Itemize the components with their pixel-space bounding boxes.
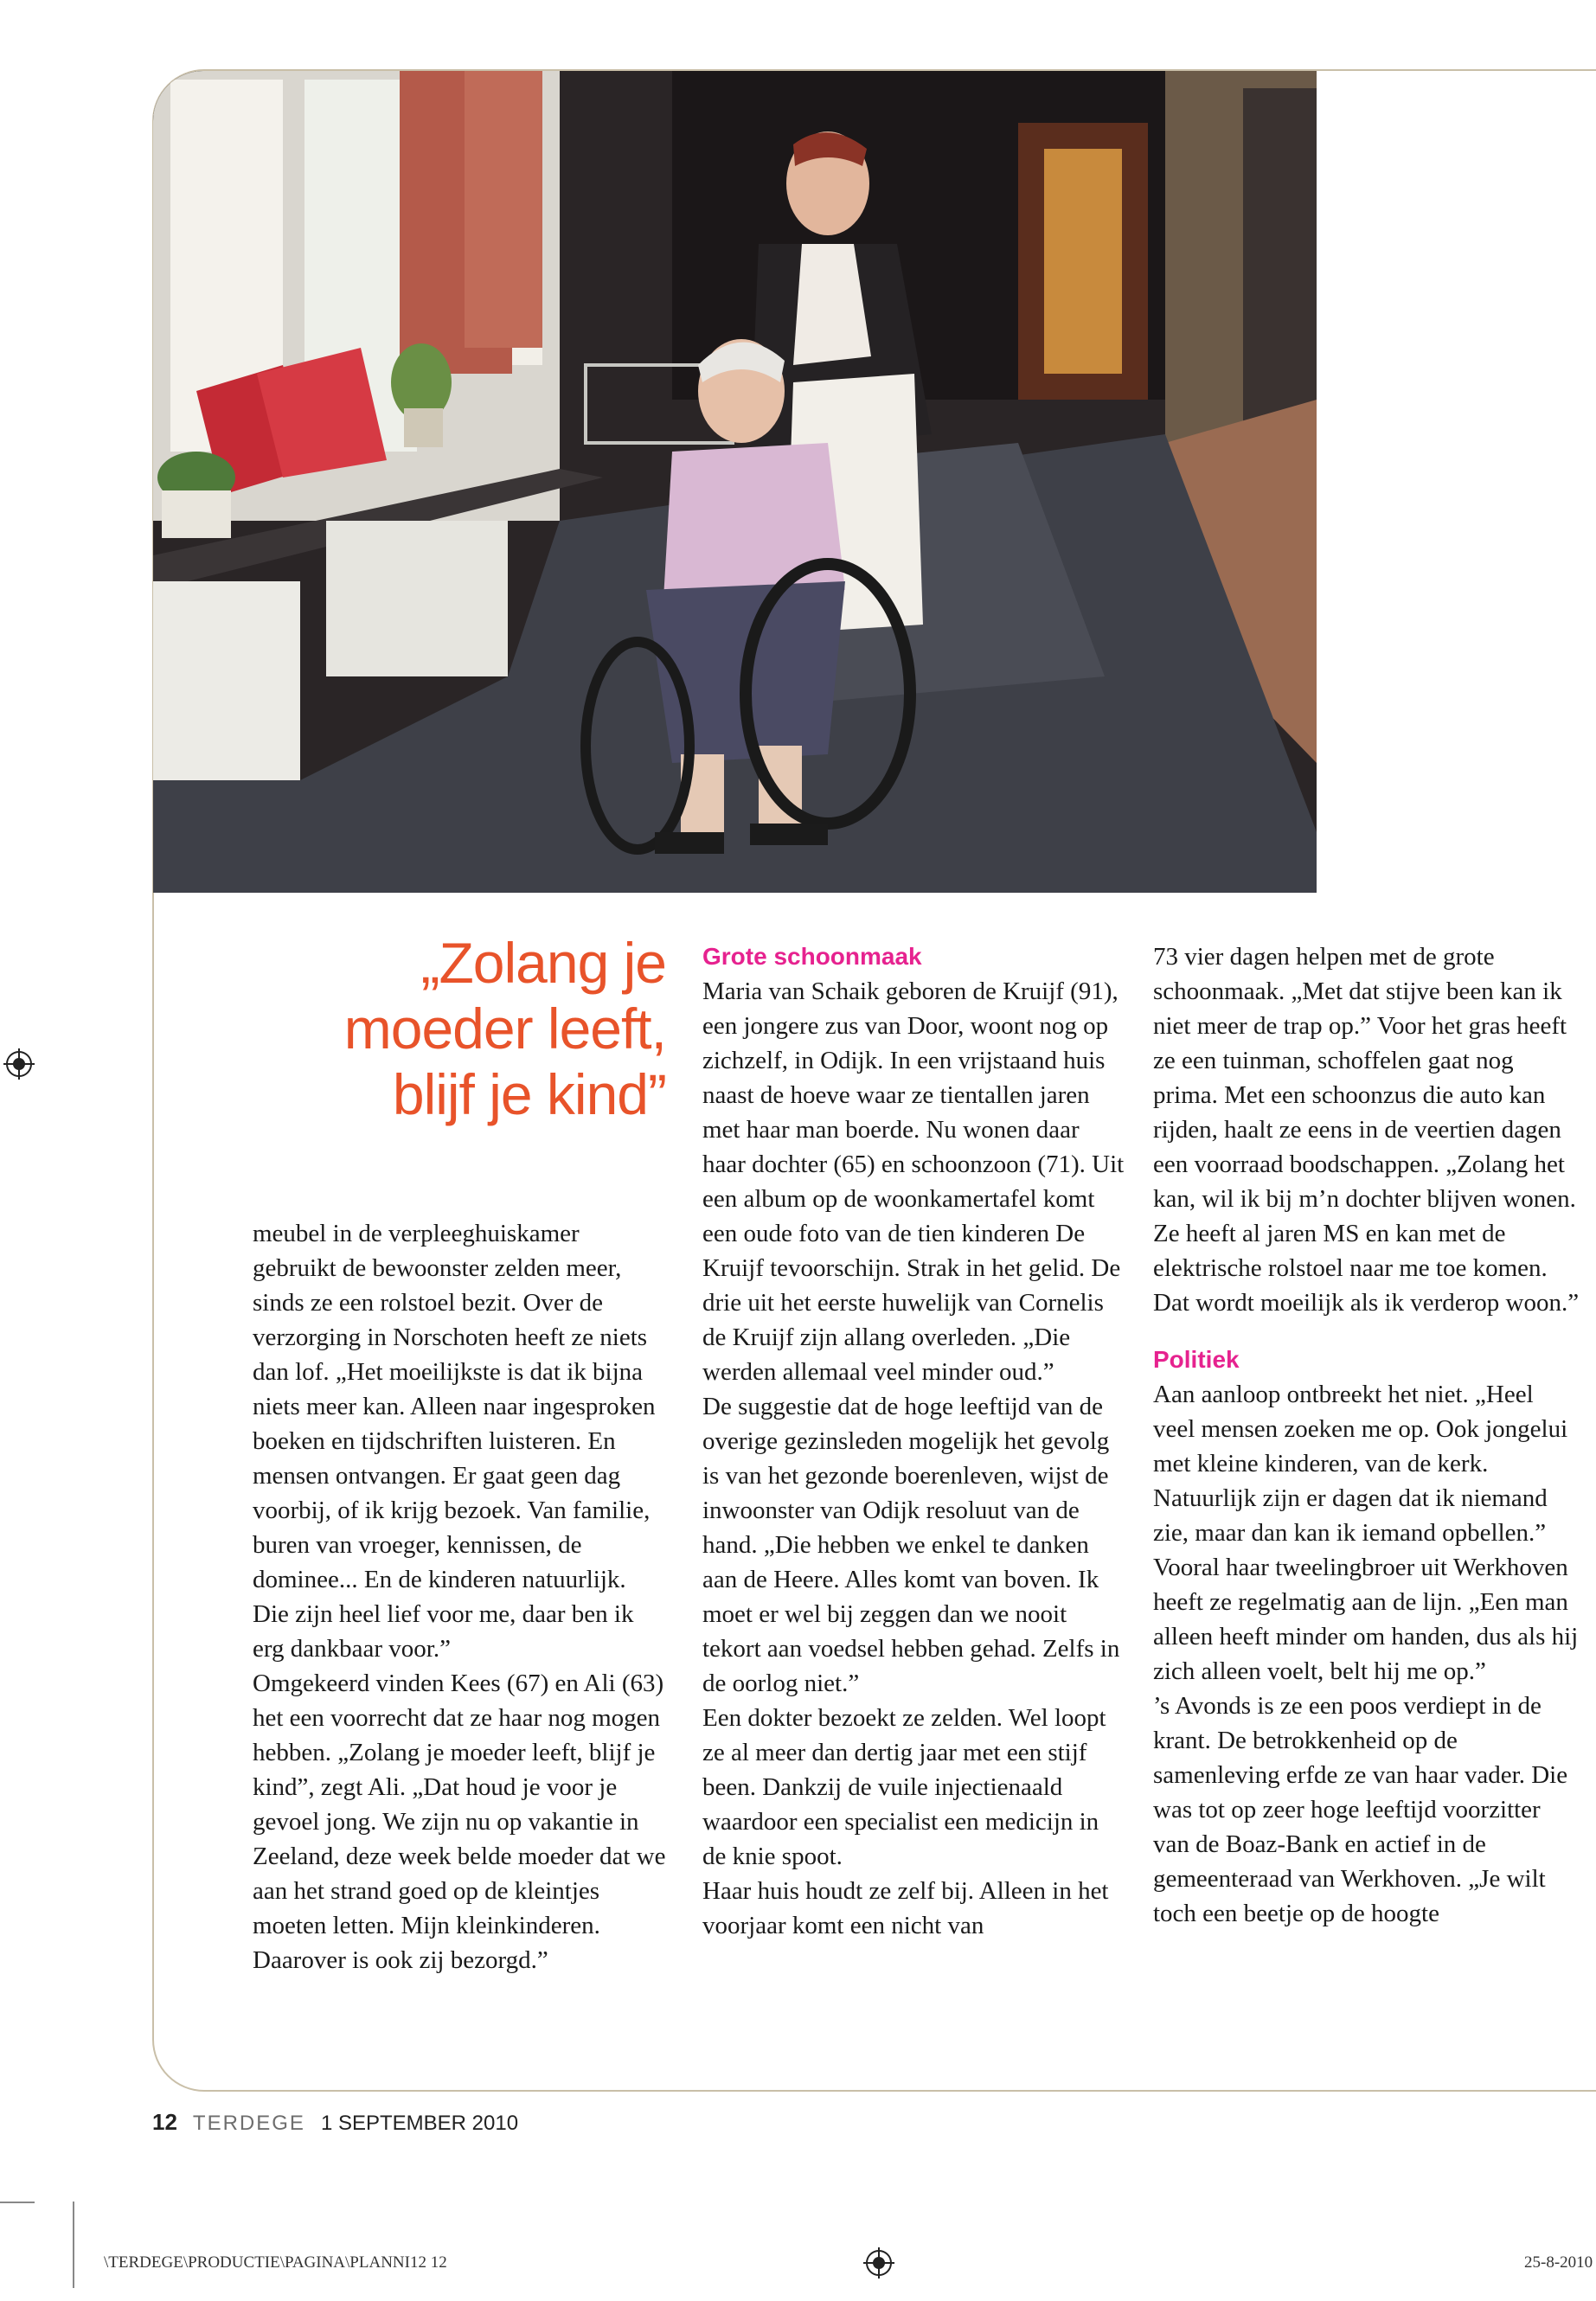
- subhead-grote-schoonmaak: Grote schoonmaak: [702, 943, 922, 970]
- paragraph: Omgekeerd vinden Kees (67) en Ali (63) het een voorrecht dat ze haar nog mogen hebben. „Zolang je moeder leeft, blijf je kind”, zegt Ali. „Dat houd je voor je gevoel jong. We zijn nu op vakantie in Zeeland, deze week belde moeder dat we aan het strand goed op de kleintjes moeten letten. Mijn kleinkinderen. Daarover is ook zij bezorgd.”: [253, 1670, 666, 1974]
- paragraph: 73 vier dagen helpen met de grote schoonmaak. „Met dat stijve been kan ik niet meer de trap op.” Voor het gras heeft ze een tuinman, schoffelen gaat nog prima. Met een schoonzus die auto kan rijden, haalt ze eens in de veertien dagen een voorraad boodschappen. „Zolang het kan, wil ik bij m’n dochter blijven wonen. Ze heeft al jaren MS en kan met de elektrische rolstoel naar me toe komen. Dat wordt moeilijk als ik verderop woon.”: [1153, 943, 1580, 1317]
- pull-quote-line-1: „Zolang je: [420, 931, 666, 995]
- paragraph: Haar huis houdt ze zelf bij. Alleen in het voorjaar komt een nicht van: [702, 1877, 1109, 1939]
- page-number: 12: [152, 2109, 177, 2135]
- crop-mark: [0, 2202, 35, 2203]
- photo-illustration: [153, 71, 1317, 893]
- pull-quote-line-3: blijf je kind”: [392, 1062, 666, 1126]
- paragraph: Een dokter bezoekt ze zelden. Wel loopt ze al meer dan dertig jaar met een stijf been. Dankzij de vuile injectienaald waardoor een specialist een medicijn in de knie spoot.: [702, 1704, 1106, 1870]
- registration-mark-icon: [3, 1048, 35, 1080]
- production-date: 25-8-2010: [1524, 2253, 1593, 2272]
- subhead-politiek: Politiek: [1153, 1346, 1240, 1373]
- magazine-name: TERDEGE: [192, 2112, 305, 2135]
- feature-photo: [153, 71, 1317, 893]
- pull-quote: [260, 930, 666, 1127]
- paragraph: Vooral haar tweelingbroer uit Werkhoven heeft ze regelmatig aan de lijn. „Een man alleen heeft minder om handen, dus als hij zich alleen voelt, belt hij me op.”: [1153, 1554, 1579, 1685]
- paragraph: Maria van Schaik geboren de Kruijf (91), een jongere zus van Door, woont nog op zichzelf, in Odijk. In een vrijstaand huis naast de hoeve waar ze tientallen jaren met haar man boerde. Nu wonen daar haar dochter (65) en schoonzoon (71). Uit een album op de woonkamertafel komt een oude foto van de tien kinderen De Kruijf tevoorschijn. Strak in het gelid. De drie uit het eerste huwelijk van Cornelis de Kruijf zijn allang overleden. „Die werden allemaal veel minder oud.”: [702, 977, 1125, 1386]
- production-slug: \TERDEGE\PRODUCTIE\PAGINA\PLANNI12 12: [104, 2253, 447, 2272]
- spacer: [1153, 1320, 1581, 1343]
- paragraph: meubel in de verpleeghuiskamer gebruikt de bewoonster zelden meer, sinds ze een rolstoel bezit. Over de verzorging in Norschoten heeft ze niets dan lof. „Het moeilijkste is dat ik bijna niets meer kan. Alleen naar ingesproken boeken en tijdschriften luisteren. En mensen ontvangen. Er gaat geen dag voorbij, of ik krijg bezoek. Van familie, buren van vroeger, kennissen, de dominee... En de kinderen natuurlijk. Die zijn heel lief voor me, daar ben ik erg dankbaar voor.”: [253, 1220, 656, 1663]
- issue-date: 1 SEPTEMBER 2010: [320, 2112, 519, 2135]
- page-folio: [152, 2109, 518, 2136]
- registration-mark-icon: [863, 2247, 894, 2279]
- article-column-2: [702, 939, 1126, 1943]
- pull-quote-line-2: moeder leeft,: [343, 997, 666, 1061]
- crop-mark: [73, 2202, 74, 2288]
- paragraph: De suggestie dat de hoge leeftijd van de overige gezinsleden mogelijk het gevolg is van het gezonde boerenleven, wijst de inwoonster van Odijk resoluut van de hand. „Die hebben we enkel te danken aan de Heere. Alles komt van boven. Ik moet er wel bij zeggen dan we nooit tekort aan voedsel hebben gehad. Zelfs in de oorlog niet.”: [702, 1393, 1120, 1697]
- paragraph: Aan aanloop ontbreekt het niet. „Heel veel mensen zoeken me op. Ook jongelui met kleine kinderen, van de kerk. Natuurlijk zijn er dagen dat ik niemand zie, maar dan kan ik iemand opbellen.”: [1153, 1381, 1568, 1547]
- article-column-1: [253, 1216, 668, 1977]
- article-column-3: [1153, 939, 1581, 1931]
- paragraph: ’s Avonds is ze een poos verdiept in de krant. De betrokkenheid op de samenleving erfde ze van haar vader. Die was tot op zeer hoge leeftijd voorzitter van de Boaz-Bank en actief in de gemeenteraad van Werkhoven. „Je wilt toch een beetje op de hoogte: [1153, 1692, 1568, 1927]
